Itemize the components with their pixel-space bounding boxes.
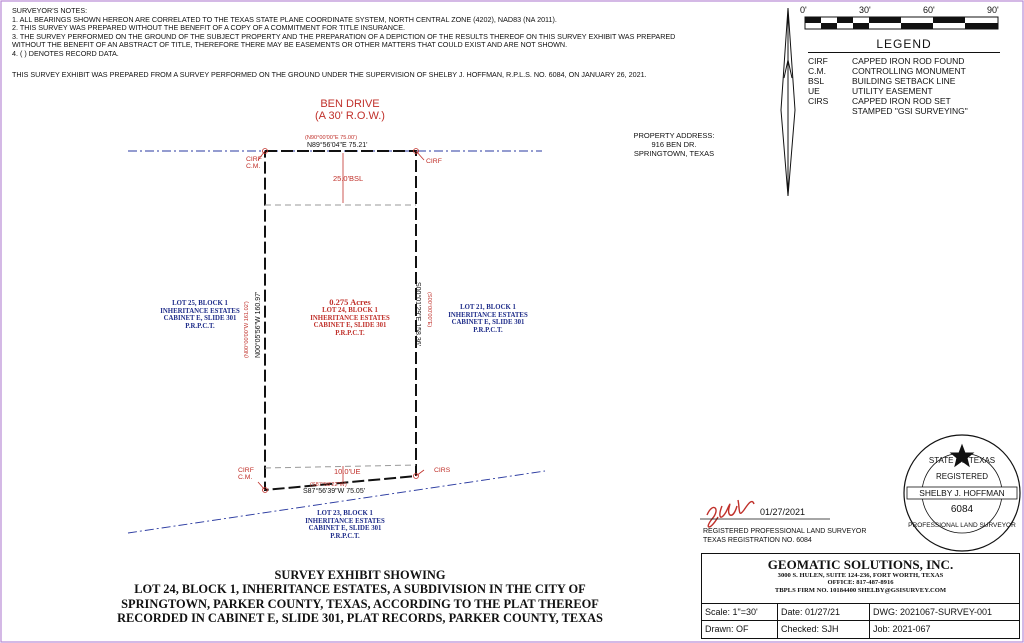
legend-entry: STAMPED "GSI SURVEYING": [852, 106, 968, 116]
property-address: PROPERTY ADDRESS: 916 BEN DR. SPRINGTOWN, TEXAS: [633, 131, 715, 158]
nw-monument-label: CIRF C.M.: [246, 156, 262, 171]
sw-monument-label: CIRF C.M.: [238, 467, 254, 482]
seal-bottom: PROFESSIONAL LAND SURVEYOR: [908, 522, 1016, 529]
west-bearing-record: (N00°00'00"W 161.02'): [244, 301, 250, 358]
seal-name: SHELBY J. HOFFMAN: [919, 488, 1005, 498]
west-bearing: N00°05'56"W 160.97': [255, 291, 262, 358]
east-bearing: S00°01'29"E 158.36': [414, 282, 421, 347]
notes-heading: SURVEYOR'S NOTES:: [12, 6, 88, 15]
scale-label-30: 30': [859, 5, 871, 15]
title-block-row-1: [702, 603, 1019, 621]
bsl-label: 25.0'BSL: [333, 174, 364, 183]
scale-bar: [805, 17, 998, 29]
company-office: OFFICE: 817-487-8916: [827, 579, 894, 587]
title-block-row-2: [702, 620, 1019, 638]
street-label: [290, 98, 410, 122]
dwg-cell: DWG: 2021067-SURVEY-001: [873, 607, 993, 617]
registration-text: REGISTERED PROFESSIONAL LAND SURVEYOR TEXAS REGISTRATION NO. 6084: [703, 528, 867, 544]
company-name: GEOMATIC SOLUTIONS, INC.: [767, 557, 954, 572]
legend-title: LEGEND: [808, 37, 1000, 53]
legend-entry: C.M. CONTROLLING MONUMENT: [808, 66, 966, 76]
note-item: 4. ( ) DENOTES RECORD DATA.: [12, 48, 119, 58]
east-lot-label: LOT 21, BLOCK 1 INHERITANCE ESTATES CABINET E, SLIDE 301 P.R.P.C.T.: [448, 304, 528, 334]
legend-entry: BSL BUILDING SETBACK LINE: [808, 76, 956, 86]
date-cell: Date: 01/27/21: [778, 604, 870, 621]
subject-lot-label: 0.275 Acres LOT 24, BLOCK 1 INHERITANCE ESTATES CABINET E, SLIDE 301 P.R.P.C.T.: [295, 297, 405, 337]
scale-label-60: 60': [923, 5, 935, 15]
legend-entry: UE UTILITY EASEMENT: [808, 86, 933, 96]
street-name: BEN DRIVE: [320, 98, 380, 110]
seal-number: 6084: [950, 504, 974, 515]
ne-monument-label: CIRF: [426, 158, 442, 165]
south-bearing-record: (S87°58'22"W): [310, 482, 347, 488]
south-lot-label: LOT 23, BLOCK 1 INHERITANCE ESTATES CABINET E, SLIDE 301 P.R.P.C.T.: [305, 510, 385, 540]
surveyor-seal-icon: [904, 435, 1020, 551]
lot-acres: 0.275 Acres: [329, 297, 371, 307]
title-block: [701, 553, 1020, 639]
note-item: 3. THE SURVEY PERFORMED ON THE GROUND OF THE SUBJECT PROPERTY AND THE PREPARATION OF A DEPICTION OF THE RESULTS THEREOF ON THIS SURVEY EXHIBIT WAS PREPARED: [12, 31, 676, 41]
exhibit-caption: SURVEY EXHIBIT SHOWING LOT 24, BLOCK 1, INHERITANCE ESTATES, A SUBDIVISION IN THE CITY OF SPRINGTOWN, PARKER COUNTY, TEXAS, ACCORDING TO THE PLAT THEREOF RECORDED IN CABINET E, SLIDE 301, PLAT RECORDS, PARKER COUNTY, TEXAS: [117, 568, 603, 626]
note-item: 2. THIS SURVEY WAS PREPARED WITHOUT THE BENEFIT OF A COPY OF A COMMITMENT FOR TITLE INSURANCE.: [12, 23, 405, 33]
north-bearing-record: (N90°00'00"E 75.00'): [305, 135, 358, 141]
ue-label: 10.0'UE: [334, 467, 361, 476]
east-bearing-record: (S00°00'00"E): [426, 292, 432, 328]
legend-entry: CIRS CAPPED IRON ROD SET: [808, 96, 951, 106]
seal-top: STATE OF TEXAS: [928, 456, 996, 465]
scale-label-90: 90': [987, 5, 999, 15]
checked-cell: Checked: SJH: [778, 621, 870, 638]
prepared-statement: THIS SURVEY EXHIBIT WAS PREPARED FROM A SURVEY PERFORMED ON THE GROUND UNDER THE SUPERVISION OF SHELBY J. HOFFMAN, R.P.L.S. NO. 6084, ON JANUARY 26, 2021.: [12, 70, 647, 79]
south-bearing: S87°56'39"W 75.05': [303, 488, 366, 495]
street-row: (A 30' R.O.W.): [315, 110, 385, 122]
se-monument-label: CIRS: [434, 467, 451, 474]
north-bearing: N89°56'04"E 75.21': [307, 142, 368, 149]
scale-cell: Scale: 1"=30': [702, 604, 778, 621]
signature-icon: [707, 500, 754, 527]
legend: [808, 37, 1000, 116]
company-firm: TBPLS FIRM NO. 10184400 SHELBY@GSISURVEY.COM: [774, 586, 947, 594]
seal-registered: REGISTERED: [935, 472, 989, 481]
note-item: 1. ALL BEARINGS SHOWN HEREON ARE CORRELATED TO THE TEXAS STATE PLANE COORDINATE SYSTEM, NORTH CENTRAL ZONE (4202), NAD83 (NA 2011).: [12, 14, 557, 24]
job-cell: Job: 2021-067: [873, 624, 931, 634]
legend-entry: CIRF CAPPED IRON ROD FOUND: [808, 56, 965, 66]
drawn-cell: Drawn: OF: [702, 621, 778, 638]
west-lot-label: LOT 25, BLOCK 1 INHERITANCE ESTATES CABINET E, SLIDE 301 P.R.P.C.T.: [160, 300, 240, 330]
note-item: WITHOUT THE BENEFIT OF AN ABSTRACT OF TITLE, THEREFORE THERE MAY BE EASEMENTS OR OTHER MATTERS THAT COULD EXIST AND ARE NOT SHOWN.: [12, 40, 568, 50]
surveyors-notes: [12, 7, 792, 59]
company-address: 3000 S. HULEN, SUITE 124-236, FORT WORTH, TEXAS: [777, 572, 944, 579]
scale-label-0: 0': [800, 5, 807, 15]
signature-date: 01/27/2021: [760, 507, 806, 517]
